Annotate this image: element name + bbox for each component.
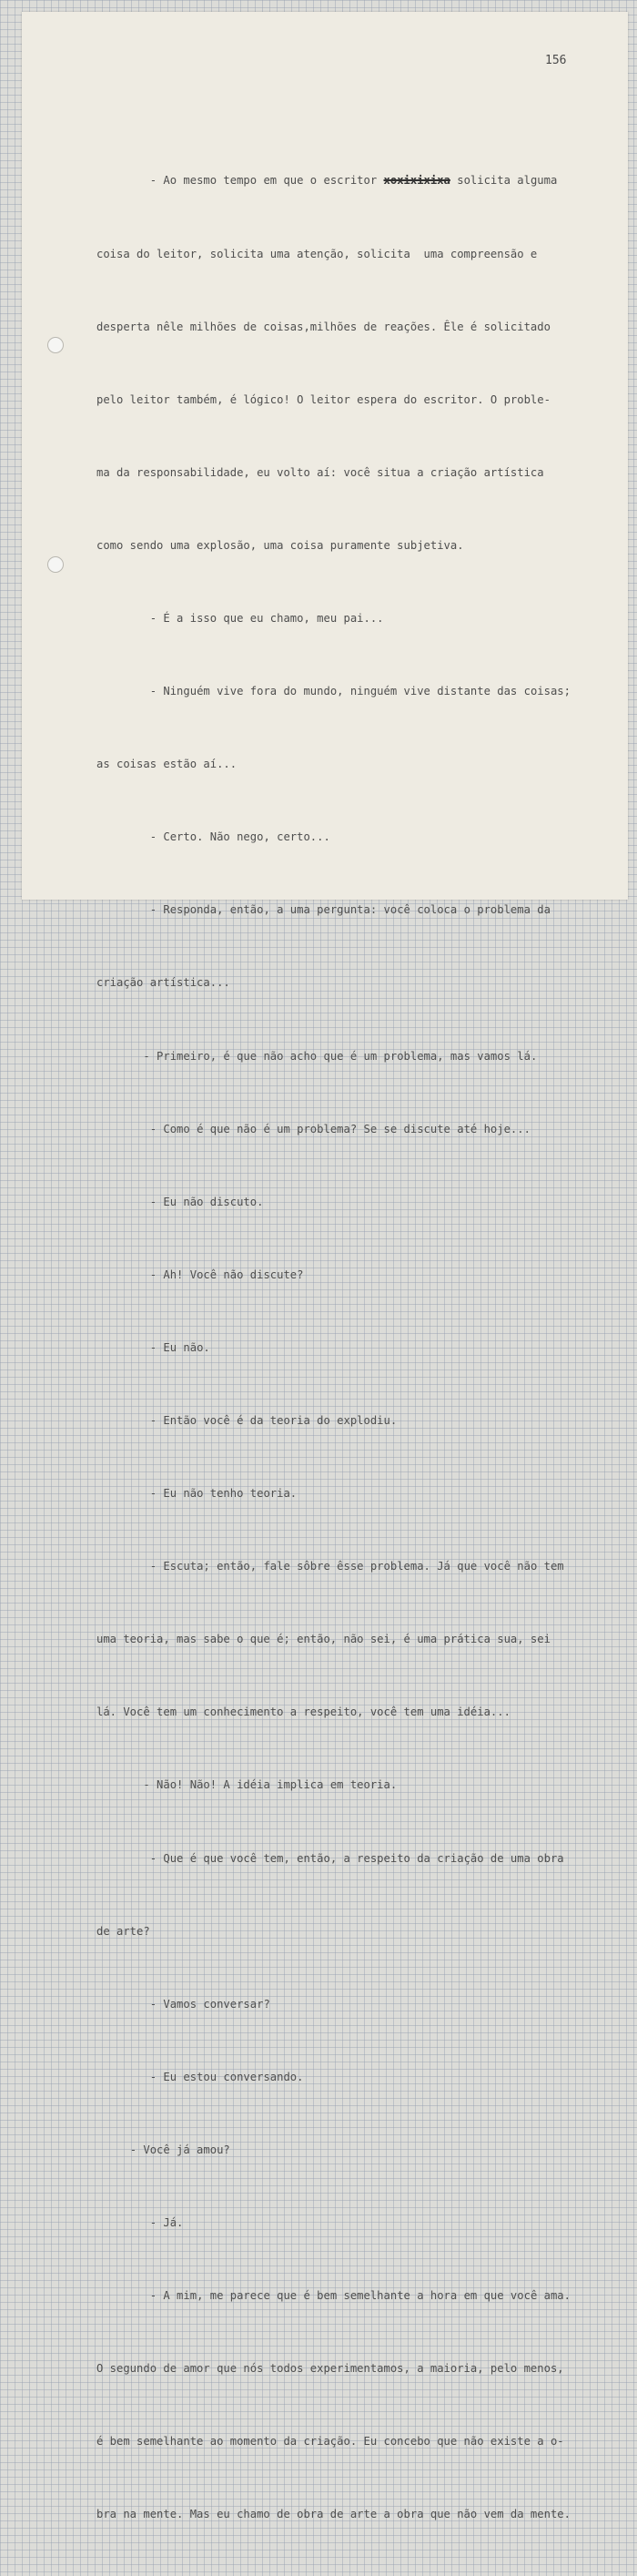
- text-line: é bem semelhante ao momento da criação. Eu concebo que não existe a o-: [96, 2435, 564, 2449]
- text-line: como sendo uma explosão, uma coisa puramente subjetiva.: [96, 538, 464, 552]
- text-line: - Eu não discuto.: [149, 1195, 264, 1208]
- text-line: uma teoria, mas sabe o que é; então, não sei, é uma prática sua, sei: [96, 1633, 551, 1646]
- text-line: - Não! Não! A idéia implica em teoria.: [143, 1778, 398, 1792]
- text-line: pelo leitor também, é lógico! O leitor espera do escritor. O proble-: [96, 392, 551, 406]
- text-line: bra na mente. Mas eu chamo de obra de arte a obra que não vem da mente.: [96, 2508, 571, 2521]
- punch-hole: [47, 337, 64, 353]
- text-line: coisa do leitor, solicita uma atenção, solicita uma compreensão e: [96, 247, 538, 260]
- text-line: - Ninguém vive fora do mundo, ninguém vive distante das coisas;: [149, 685, 571, 698]
- text-line: - É a isso que eu chamo, meu pai...: [149, 611, 384, 625]
- text-line: desperta nêle milhões de coisas,milhões de reações. Êle é solicitado: [96, 320, 551, 333]
- text-line: criação artística...: [96, 976, 230, 990]
- text-line: - Ah! Você não discute?: [149, 1268, 304, 1281]
- text-line: as coisas estão aí...: [96, 758, 238, 771]
- text-line: - Então você é da teoria do explodiu.: [149, 1414, 398, 1427]
- text-line: - A mim, me parece que é bem semelhante a hora em que você ama.: [149, 2289, 571, 2303]
- typewritten-page: [22, 12, 628, 2521]
- struck-out-word: xoxixixixa: [383, 174, 450, 188]
- text-line: - Você já amou?: [129, 2143, 230, 2156]
- text-line: - Como é que não é um problema? Se se discute até hoje...: [149, 1122, 531, 1135]
- text-line: - Que é que você tem, então, a respeito da criação de uma obra: [149, 1851, 564, 1865]
- punch-hole: [47, 556, 64, 573]
- text-line: lá. Você tem um conhecimento a respeito, você tem uma idéia...: [96, 1705, 511, 1719]
- text-line: - Certo. Não nego, certo...: [149, 830, 330, 844]
- text-line: - Ao mesmo tempo em que o escritor xoxixixixa solicita alguma: [149, 174, 558, 188]
- text-line: de arte?: [96, 1924, 150, 1938]
- text-line: ma da responsabilidade, eu volto aí: você situa a criação artística: [96, 465, 544, 479]
- text-line: - Primeiro, é que não acho que é um problema, mas vamos lá.: [143, 1049, 538, 1063]
- text-line: - Já.: [149, 2216, 184, 2230]
- text-line: O segundo de amor que nós todos experimentamos, a maioria, pelo menos,: [96, 2362, 564, 2376]
- page-number: 156: [545, 54, 567, 67]
- body-text: [96, 120, 622, 2576]
- text-line: - Eu não.: [149, 1340, 210, 1354]
- text-line: - Responda, então, a uma pergunta: você coloca o problema da: [149, 903, 551, 917]
- text-line: - Eu não tenho teoria.: [149, 1487, 298, 1501]
- text-line: - Eu estou conversando.: [149, 2070, 304, 2083]
- text-line: - Escuta; então, fale sôbre êsse problema. Já que você não tem: [149, 1560, 564, 1573]
- text-line: - Vamos conversar?: [149, 1997, 270, 2011]
